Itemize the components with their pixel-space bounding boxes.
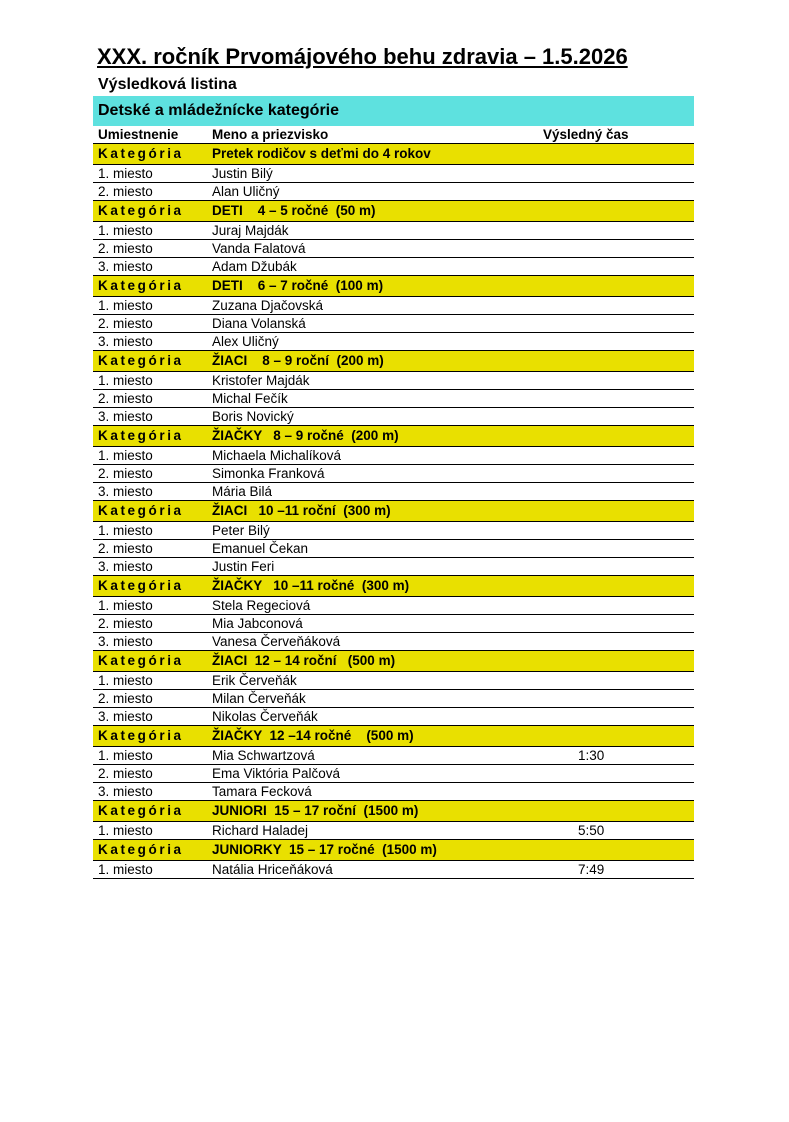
result-row [93,690,694,708]
category-name: JUNIORI 15 – 17 roční (1500 m) [212,803,419,818]
result-place: 2. miesto [98,316,153,331]
result-name: Alan Uličný [212,184,280,199]
result-place: 1. miesto [98,673,153,688]
result-row [93,783,694,801]
result-name: Tamara Fecková [212,784,312,799]
result-place: 1. miesto [98,373,153,388]
result-place: 3. miesto [98,559,153,574]
result-name: Vanda Falatová [212,241,306,256]
result-row [93,822,694,840]
header-name: Meno a priezvisko [212,127,329,142]
category-label: Kategória [98,146,184,161]
category-label: Kategória [98,203,184,218]
category-name: JUNIORKY 15 – 17 ročné (1500 m) [212,842,437,857]
category-label: Kategória [98,653,184,668]
category-label: Kategória [98,503,184,518]
category-name: ŽIAČKY 8 – 9 ročné (200 m) [212,428,399,443]
header-place: Umiestnenie [98,127,179,142]
result-place: 1. miesto [98,862,153,877]
result-time [538,408,694,425]
result-place: 3. miesto [98,334,153,349]
result-time [538,765,694,782]
result-time [538,690,694,707]
results-document [93,40,694,879]
category-name: ŽIAČKY 12 –14 ročné (500 m) [212,728,414,743]
result-name: Kristofer Majdák [212,373,310,388]
result-name: Michaela Michalíková [212,448,342,463]
result-row [93,165,694,183]
page-title: XXX. ročník Prvomájového behu zdravia – 1.5.2026 [97,44,628,69]
result-time [538,222,694,239]
result-place: 2. miesto [98,691,153,706]
result-time [538,240,694,257]
result-time [538,390,694,407]
result-row [93,633,694,651]
category-row [93,144,694,165]
result-row [93,390,694,408]
result-time [538,333,694,350]
result-place: 2. miesto [98,241,153,256]
result-place: 3. miesto [98,784,153,799]
result-row [93,747,694,765]
category-row [93,276,694,297]
result-name: Simonka Franková [212,466,325,481]
result-place: 2. miesto [98,466,153,481]
category-row [93,351,694,372]
result-time [538,558,694,575]
result-time [538,672,694,689]
result-time [538,372,694,389]
category-row [93,501,694,522]
result-time: 7:49 [578,862,605,877]
result-time [538,183,694,200]
result-name: Natália Hriceňáková [212,862,333,877]
result-row [93,372,694,390]
category-row [93,840,694,861]
category-label: Kategória [98,353,184,368]
result-name: Michal Fečík [212,391,288,406]
category-label: Kategória [98,842,184,857]
result-time [538,483,694,500]
result-row [93,465,694,483]
section-header: Detské a mládežnícke kategórie [93,96,694,126]
result-place: 1. miesto [98,598,153,613]
category-name: ŽIACI 10 –11 roční (300 m) [212,503,391,518]
result-place: 1. miesto [98,448,153,463]
category-label: Kategória [98,728,184,743]
result-name: Boris Novický [212,409,294,424]
result-row [93,708,694,726]
result-time [538,465,694,482]
result-row [93,333,694,351]
result-name: Zuzana Djačovská [212,298,324,313]
result-row [93,240,694,258]
category-row [93,801,694,822]
result-name: Diana Volanská [212,316,306,331]
result-name: Mia Schwartzová [212,748,315,763]
result-place: 2. miesto [98,766,153,781]
category-name: ŽIACI 8 – 9 roční (200 m) [212,353,384,368]
result-row [93,861,694,879]
category-row [93,726,694,747]
result-time [538,297,694,314]
result-name: Mia Jabconová [212,616,303,631]
result-name: Peter Bilý [212,523,270,538]
result-place: 1. miesto [98,166,153,181]
result-place: 1. miesto [98,223,153,238]
category-row [93,651,694,672]
result-place: 2. miesto [98,616,153,631]
result-time [538,258,694,275]
result-name: Justin Bilý [212,166,273,181]
result-name: Alex Uličný [212,334,279,349]
result-row [93,483,694,501]
page-subtitle: Výsledková listina [98,76,237,93]
result-name: Juraj Majdák [212,223,289,238]
result-row [93,447,694,465]
category-label: Kategória [98,278,184,293]
result-row [93,597,694,615]
category-name: DETI 6 – 7 ročné (100 m) [212,278,384,293]
result-name: Justin Feri [212,559,275,574]
result-place: 3. miesto [98,259,153,274]
result-name: Erik Červeňák [212,673,297,688]
result-row [93,183,694,201]
results-table-body [93,144,694,879]
result-time [538,633,694,650]
category-label: Kategória [98,803,184,818]
result-row [93,672,694,690]
result-name: Ema Viktória Palčová [212,766,341,781]
category-label: Kategória [98,578,184,593]
result-name: Vanesa Červeňáková [212,634,341,649]
result-time [538,447,694,464]
result-name: Nikolas Červeňák [212,709,318,724]
result-time [538,315,694,332]
table-header-row [93,126,694,144]
category-name: DETI 4 – 5 ročné (50 m) [212,203,376,218]
category-row [93,201,694,222]
result-name: Stela Regeciová [212,598,311,613]
result-place: 1. miesto [98,823,153,838]
result-place: 1. miesto [98,748,153,763]
result-time [538,540,694,557]
result-name: Richard Haladej [212,823,309,838]
result-time [538,615,694,632]
result-row [93,615,694,633]
result-time [538,522,694,539]
category-name: ŽIACI 12 – 14 roční (500 m) [212,653,396,668]
result-place: 2. miesto [98,184,153,199]
category-row [93,576,694,597]
result-place: 1. miesto [98,298,153,313]
result-place: 3. miesto [98,709,153,724]
result-name: Emanuel Čekan [212,541,309,556]
result-time [538,708,694,725]
category-name: Pretek rodičov s deťmi do 4 rokov [212,146,431,161]
result-row [93,765,694,783]
result-row [93,222,694,240]
result-row [93,408,694,426]
result-time [538,783,694,800]
result-name: Adam Džubák [212,259,297,274]
result-place: 2. miesto [98,391,153,406]
category-label: Kategória [98,428,184,443]
result-time [538,597,694,614]
header-time: Výsledný čas [543,127,629,142]
result-name: Mária Bilá [212,484,273,499]
result-row [93,540,694,558]
result-place: 1. miesto [98,523,153,538]
result-place: 3. miesto [98,409,153,424]
result-place: 2. miesto [98,541,153,556]
result-time [538,165,694,182]
result-row [93,315,694,333]
result-row [93,297,694,315]
result-row [93,558,694,576]
category-row [93,426,694,447]
result-name: Milan Červeňák [212,691,306,706]
result-time: 1:30 [578,748,605,763]
result-place: 3. miesto [98,634,153,649]
result-time: 5:50 [578,823,605,838]
category-name: ŽIAČKY 10 –11 ročné (300 m) [212,578,410,593]
result-row [93,522,694,540]
result-row [93,258,694,276]
result-place: 3. miesto [98,484,153,499]
